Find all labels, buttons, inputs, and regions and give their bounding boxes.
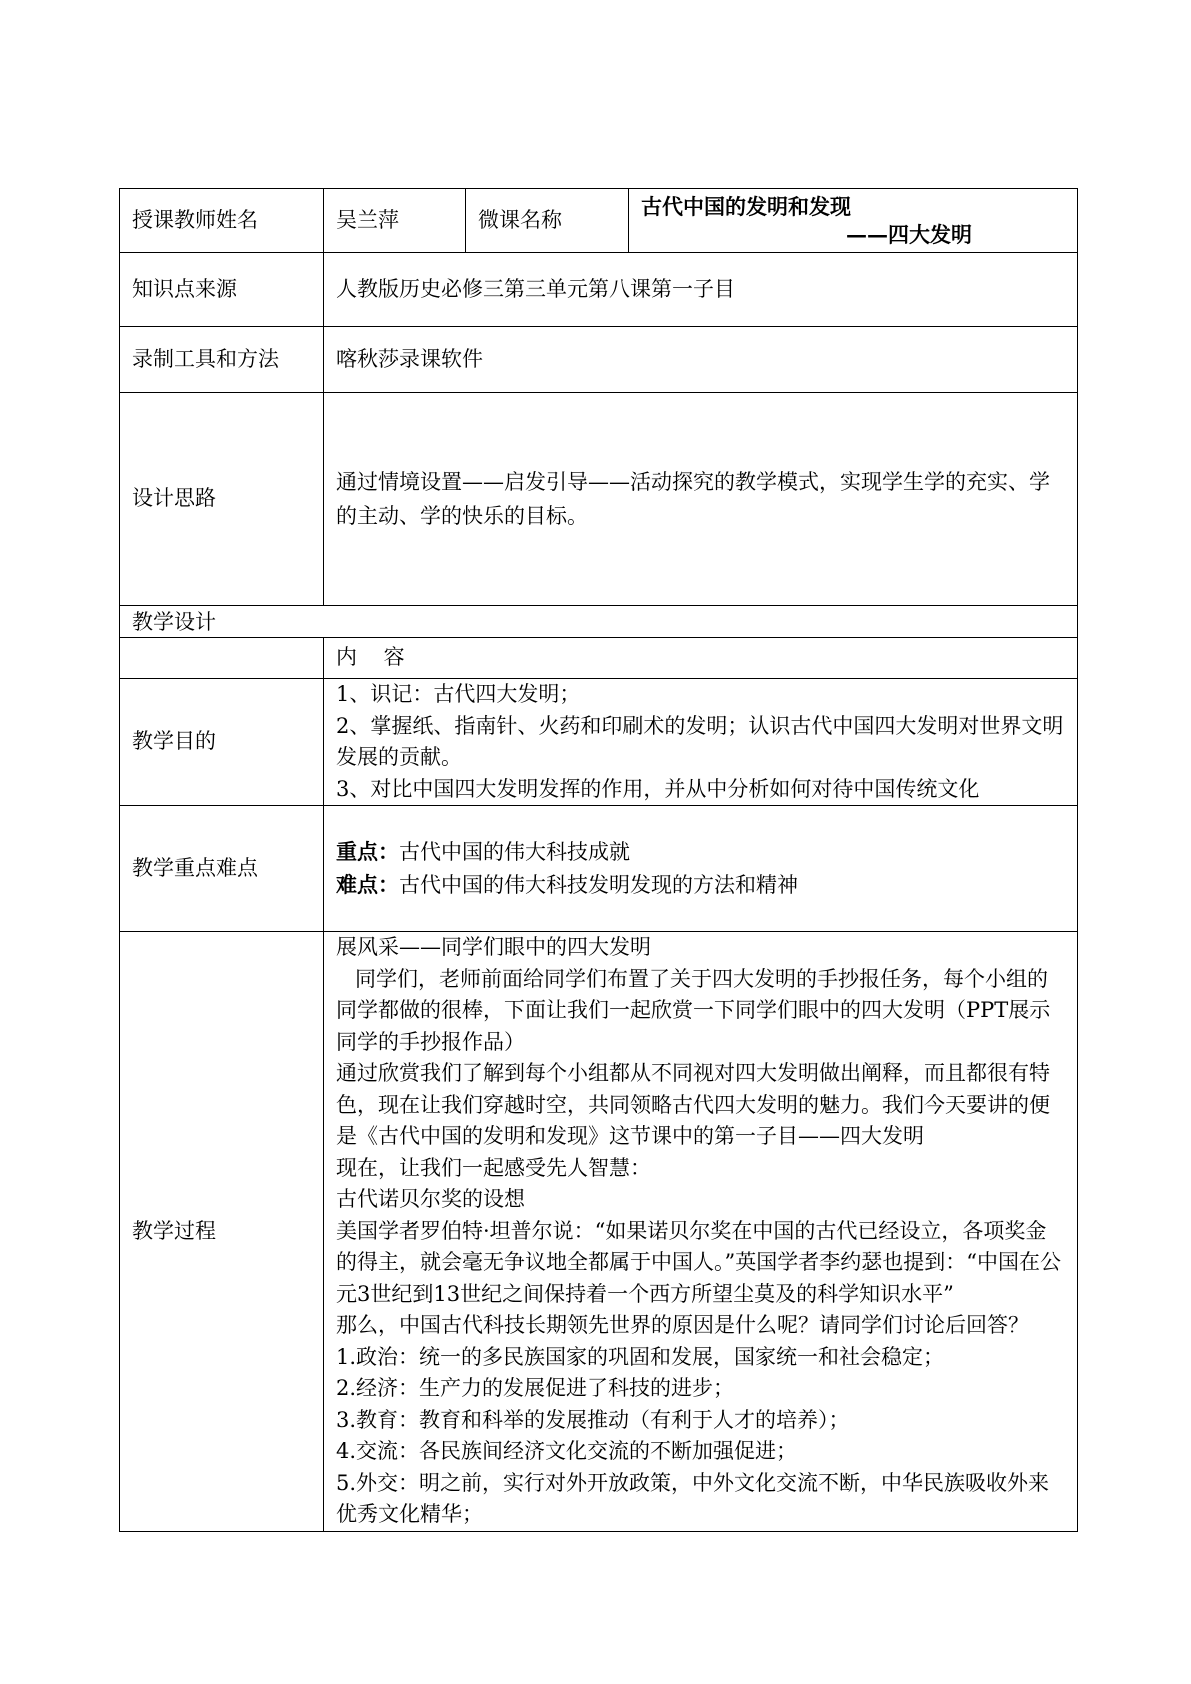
objective-item: 1、识记：古代四大发明； (336, 682, 581, 706)
difficult-point-tag: 难点： (336, 871, 399, 897)
content-header-empty (120, 638, 324, 679)
row-key-points (120, 806, 1078, 932)
process-paragraph: 古代诺贝尔奖的设想 (336, 1187, 525, 1211)
process-paragraph: 那么，中国古代科技长期领先世界的原因是什么呢？请同学们讨论后回答？ (336, 1313, 1029, 1337)
process-paragraph: 展风采——同学们眼中的四大发明 (336, 935, 651, 959)
lesson-plan-table (119, 188, 1078, 1532)
tools-label: 录制工具和方法 (120, 327, 324, 393)
course-title-cell (629, 189, 1078, 253)
key-point (336, 836, 1065, 869)
objectives-list (324, 679, 1078, 806)
row-content-header (120, 638, 1078, 679)
key-point-text: 古代中国的伟大科技成就 (399, 840, 630, 864)
process-paragraph: 通过欣赏我们了解到每个小组都从不同视对四大发明做出阐释，而且都很有特色，现在让我们穿越时空，共同领略古代四大发明的魅力。我们今天要讲的便是《古代中国的发明和发现》这节课中的第一子目——四大发明 (336, 1061, 1050, 1148)
objective-item: 2、掌握纸、指南针、火药和印刷术的发明；认识古代中国四大发明对世界文明发展的贡献。 (336, 713, 1064, 769)
key-points-cell (324, 806, 1078, 932)
design-idea-label: 设计思路 (120, 393, 324, 606)
row-teaching-design (120, 606, 1078, 638)
objectives-label: 教学目的 (120, 679, 324, 806)
course-title: 古代中国的发明和发现 (641, 193, 851, 219)
design-idea-value: 通过情境设置——启发引导——活动探究的教学模式，实现学生学的充实、学的主动、学的快乐的目标。 (324, 393, 1078, 606)
course-label: 微课名称 (466, 189, 629, 253)
objective-item: 3、对比中国四大发明发挥的作用，并从中分析如何对待中国传统文化 (336, 776, 980, 801)
teacher-name: 吴兰萍 (324, 189, 466, 253)
process-paragraph: 现在，让我们一起感受先人智慧： (336, 1155, 651, 1180)
teaching-design-label: 教学设计 (120, 606, 1078, 638)
difficult-point-text: 古代中国的伟大科技发明发现的方法和精神 (399, 872, 798, 897)
process-paragraph: 同学们，老师前面给同学们布置了关于四大发明的手抄报任务，每个小组的同学都做的很棒，下面让我们一起欣赏一下同学们眼中的四大发明（PPT展示同学的手抄报作品） (336, 966, 1051, 1054)
difficult-point (336, 869, 1065, 902)
process-paragraph: 4.交流：各民族间经济文化交流的不断加强促进； (336, 1439, 798, 1463)
row-source (120, 253, 1078, 327)
process-label: 教学过程 (120, 932, 324, 1532)
content-header: 内 容 (324, 638, 1078, 679)
process-content (324, 932, 1078, 1532)
row-objectives (120, 679, 1078, 806)
process-paragraph: 美国学者罗伯特·坦普尔说：“如果诺贝尔奖在中国的古代已经设立，各项奖金的得主，就会毫无争议地全都属于中国人。”英国学者李约瑟也提到：“中国在公元3世纪到13世纪之间保持着一个西方所望尘莫及的科学知识水平” (336, 1218, 1061, 1306)
row-teacher (120, 189, 1078, 253)
process-paragraph: 3.教育：教育和科举的发展推动（有利于人才的培养）； (336, 1407, 850, 1432)
process-paragraph: 5.外交：明之前，实行对外开放政策，中外文化交流不断，中华民族吸收外来优秀文化精华； (336, 1470, 1050, 1526)
teacher-label: 授课教师姓名 (120, 189, 324, 253)
process-paragraph: 1.政治：统一的多民族国家的巩固和发展，国家统一和社会稳定； (336, 1344, 945, 1369)
row-process (120, 932, 1078, 1532)
source-value: 人教版历史必修三第三单元第八课第一子目 (324, 253, 1078, 327)
key-points-label: 教学重点难点 (120, 806, 324, 932)
course-subtitle: ——四大发明 (846, 221, 972, 247)
source-label: 知识点来源 (120, 253, 324, 327)
row-tools (120, 327, 1078, 393)
tools-value: 喀秋莎录课软件 (324, 327, 1078, 393)
key-point-tag: 重点： (336, 839, 399, 864)
row-design-idea (120, 393, 1078, 606)
process-paragraph: 2.经济：生产力的发展促进了科技的进步； (336, 1376, 735, 1400)
